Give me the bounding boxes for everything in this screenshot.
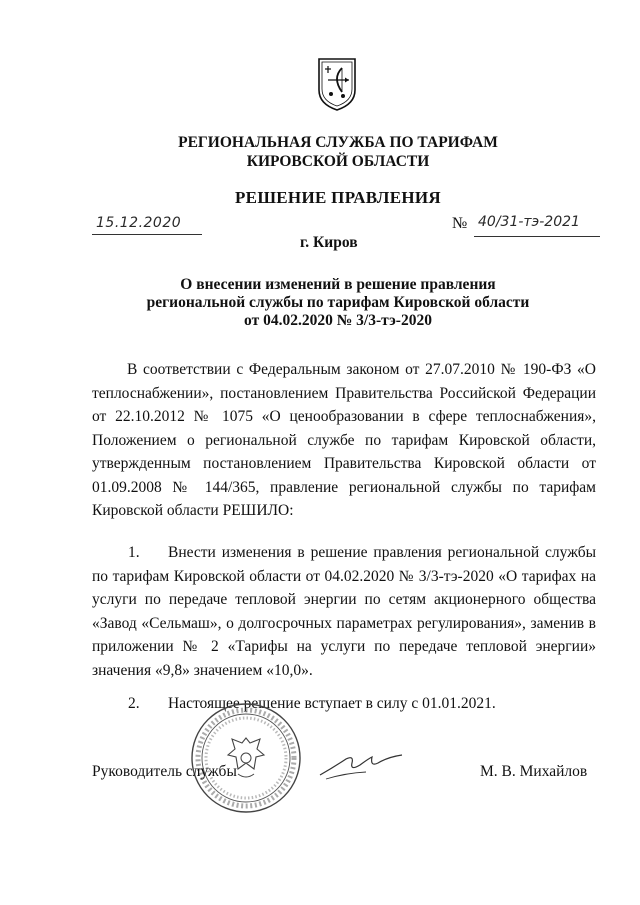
kirov-region-coat-of-arms-icon bbox=[316, 56, 358, 112]
decision-number bbox=[452, 214, 602, 240]
handwritten-signature-icon bbox=[316, 745, 406, 785]
decision-item bbox=[92, 541, 596, 682]
city-label: г. Киров bbox=[300, 234, 358, 251]
subject-line3: от 04.02.2020 № 3/3-тэ-2020 bbox=[244, 312, 432, 329]
subject-line2: региональной службы по тарифам Кировской области bbox=[146, 294, 530, 311]
decision-number-value: 40/31-тэ-2021 bbox=[478, 214, 580, 230]
number-underline bbox=[474, 236, 600, 237]
decision-item-number: 2. bbox=[128, 695, 140, 712]
official-seal-icon bbox=[190, 702, 302, 814]
decision-item-text: Внести изменения в решение правления региональной службы по тарифам Кировской области от 04.02.2020 № 3/3-тэ-2020 «О тарифах на услуги по передаче тепловой энергии по сетям акционерного общества «Завод «Сельмаш», о долгосрочных параметрах регулирования», заменив в приложении № 2 «Тарифы на услуги по передаче тепловой энергии» значения «9,8» значением «10,0». bbox=[92, 544, 596, 679]
decision-subject bbox=[0, 276, 640, 330]
decision-item-text: Настоящее решение вступает в силу с 01.01.2021. bbox=[168, 695, 496, 712]
decision-item-number: 1. bbox=[128, 544, 140, 561]
number-sign: № bbox=[452, 215, 468, 232]
organization-name-line1: РЕГИОНАЛЬНАЯ СЛУЖБА ПО ТАРИФАМ bbox=[178, 134, 498, 151]
signatory-position: Руководитель службы bbox=[92, 763, 237, 780]
organization-name-line2: КИРОВСКОЙ ОБЛАСТИ bbox=[246, 153, 430, 170]
document-type-title: РЕШЕНИЕ ПРАВЛЕНИЯ bbox=[235, 188, 441, 207]
decision-date bbox=[92, 214, 202, 238]
signatory-name: М. В. Михайлов bbox=[480, 763, 588, 780]
preamble-paragraph: В соответствии с Федеральным законом от 27.07.2010 № 190-ФЗ «О теплоснабжении», постановлением Правительства Российской Федерации от 22.10.2012 № 1075 «О ценообразовании в сфере теплоснабжения», Положением о региональной службе по тарифам Кировской области, утвержденным постановлением Правительства Кировской области от 01.09.2008 № 144/365, правление региональной службы по тарифам Кировской области РЕШИЛО: bbox=[92, 361, 596, 519]
subject-line1: О внесении изменений в решение правления bbox=[180, 276, 496, 293]
decision-date-value: 15.12.2020 bbox=[96, 215, 182, 231]
decision-item bbox=[92, 692, 596, 716]
organization-name bbox=[0, 133, 640, 171]
date-underline bbox=[92, 234, 202, 235]
